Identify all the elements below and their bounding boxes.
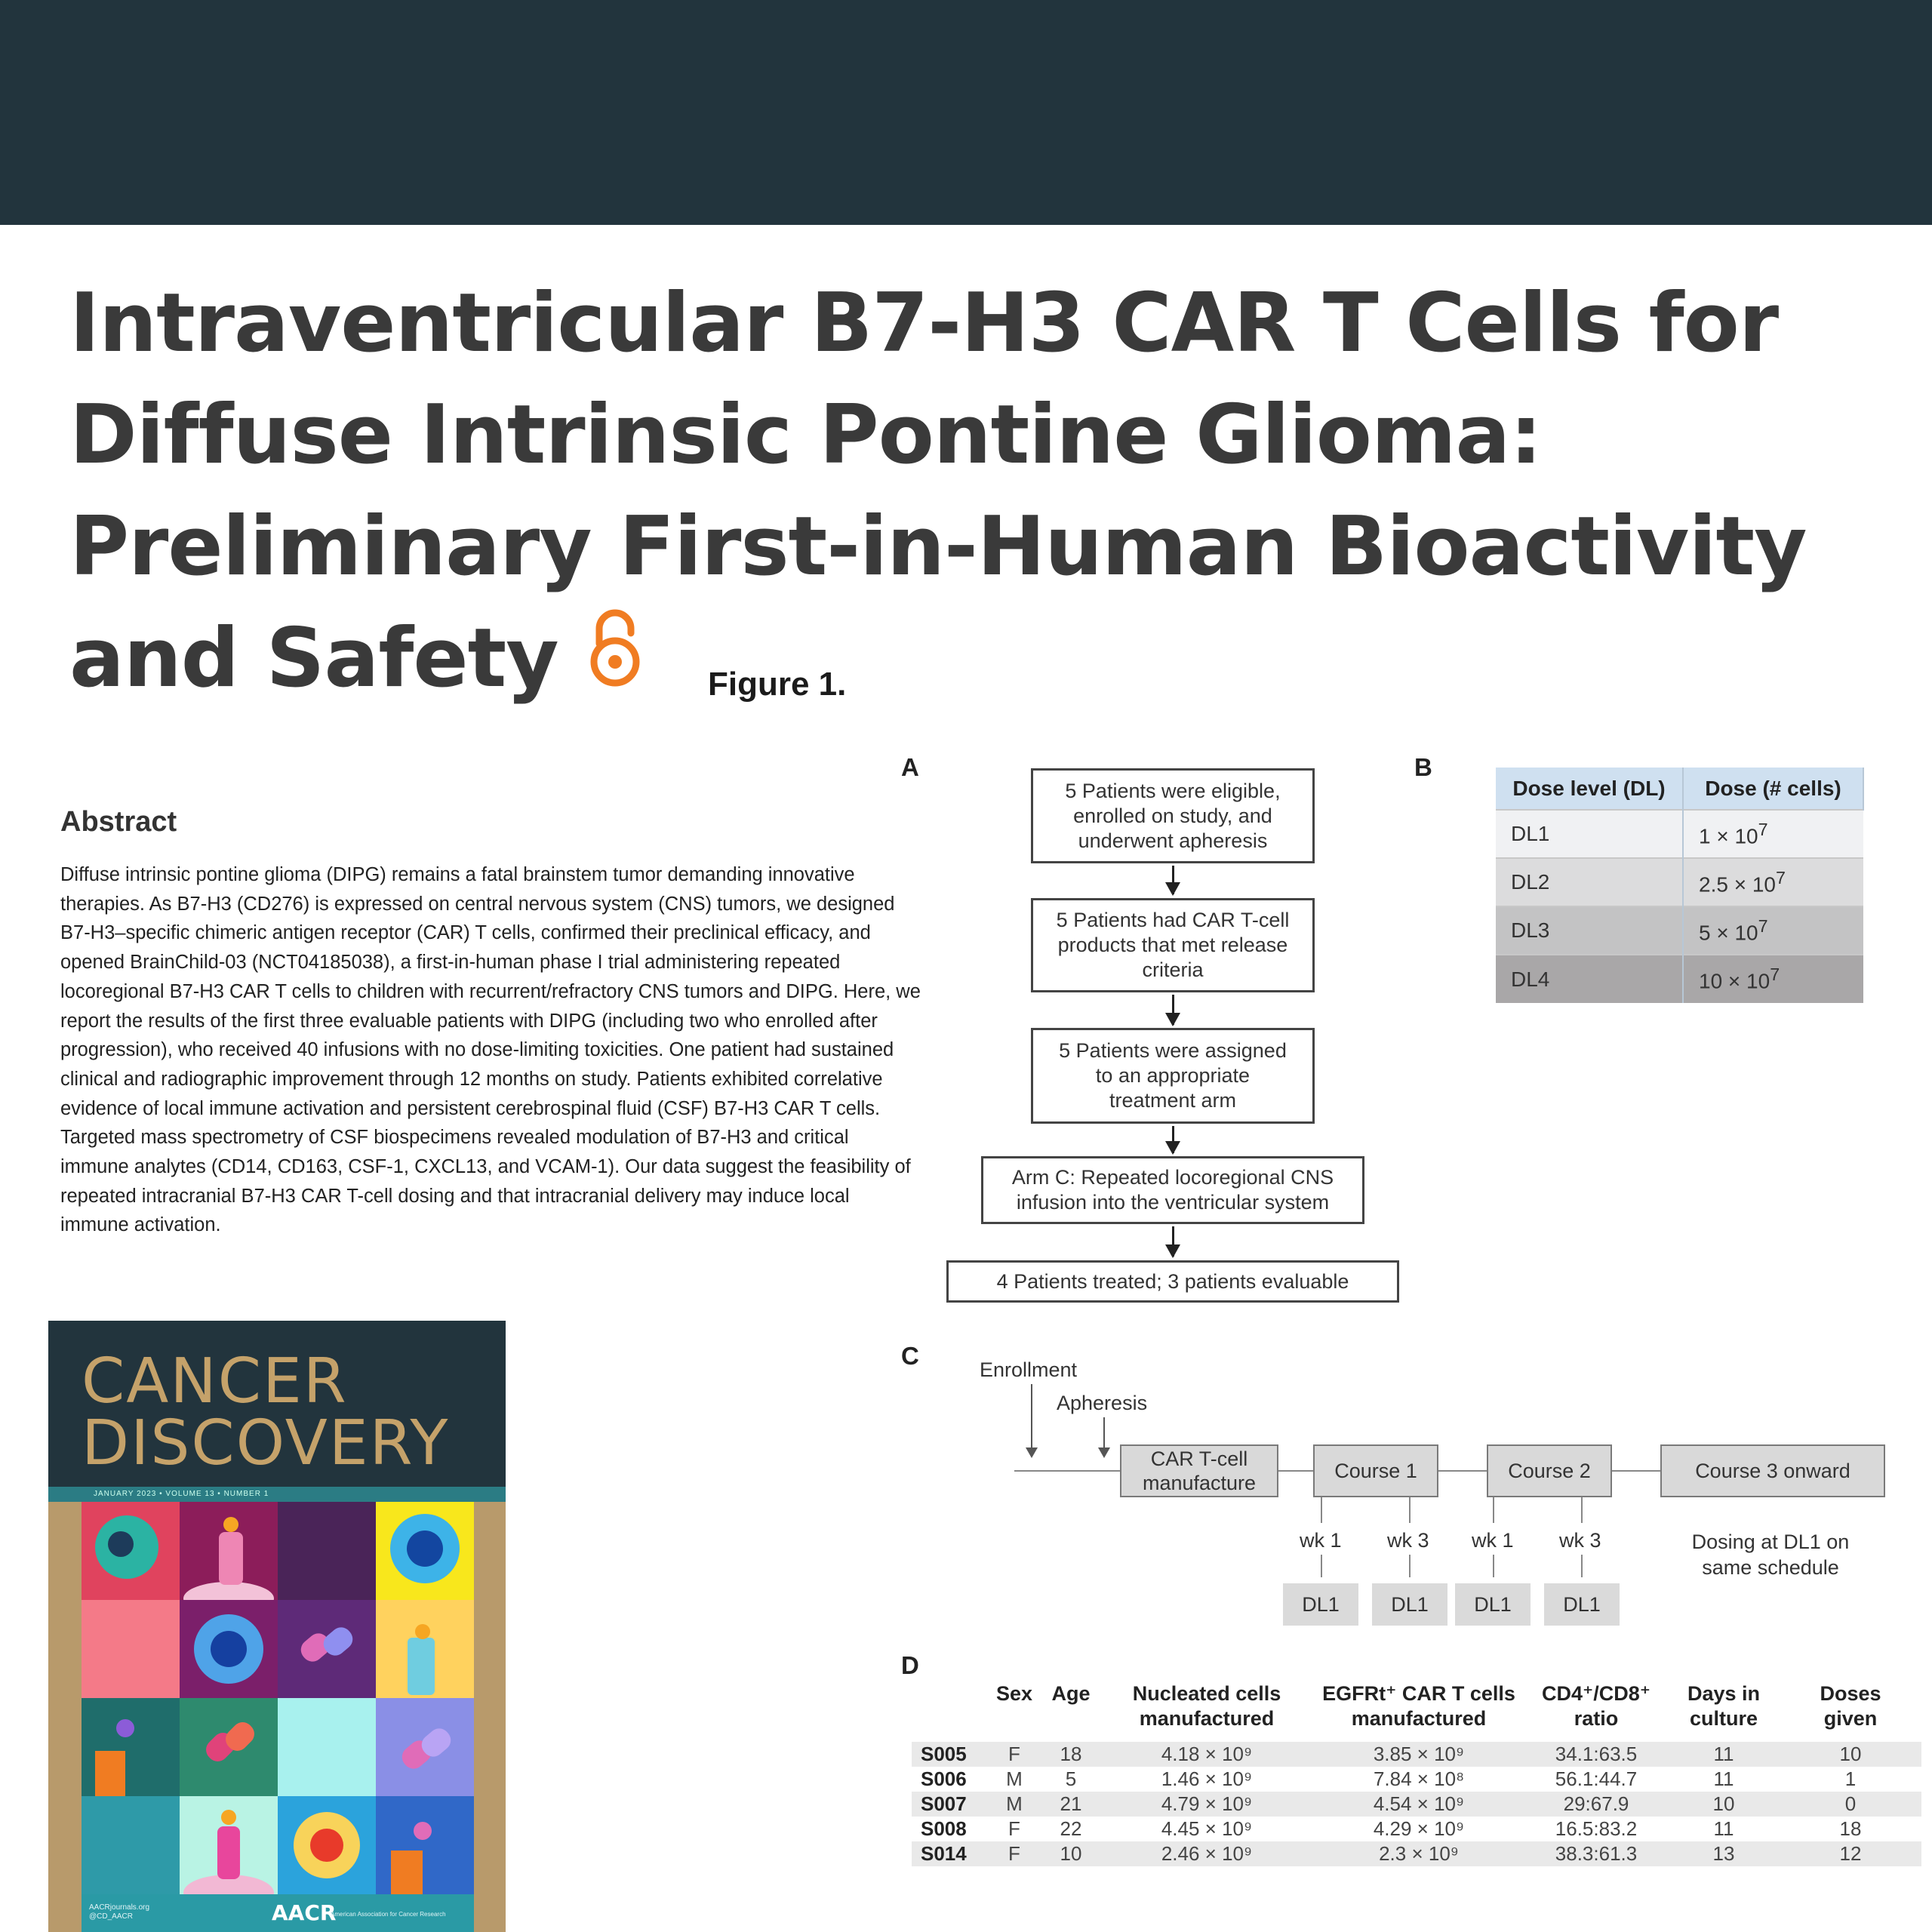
cover-art-tile [180, 1502, 278, 1600]
flow-box-text: treatment arm [1109, 1089, 1237, 1112]
car-cell: 3.85 × 10⁹ [1313, 1742, 1524, 1767]
abstract-line: locoregional B7-H3 CAR T cells to children with recurrent/refractory CNS tumors and DIPG. Here, we [60, 980, 921, 1002]
days-cell: 11 [1668, 1817, 1780, 1841]
abstract-line: B7-H3–specific chimeric antigen receptor (CAR) T cells, confirmed their preclinical efficacy, and [60, 922, 871, 944]
table-row [912, 1817, 1921, 1841]
publisher-logo: AACR [272, 1900, 337, 1925]
title-line: Diffuse Intrinsic Pontine Glioma: [69, 388, 1542, 482]
dosing-note [1687, 1529, 1854, 1580]
car-cell: 4.29 × 10⁹ [1313, 1817, 1524, 1841]
header-line: Days in [1687, 1682, 1761, 1705]
abstract-heading: Abstract [60, 806, 177, 838]
flow-arrow [1172, 1126, 1174, 1153]
table-header: Age [1051, 1682, 1091, 1705]
table-header [1313, 1681, 1524, 1742]
week-label: wk 1 [1300, 1529, 1342, 1552]
abstract-line: report the results of the first three evaluable patients with DIPG (including two who enrolled after [60, 1010, 878, 1032]
dose-value: 10 × 10 [1699, 969, 1770, 993]
car-cell: 4.54 × 10⁹ [1313, 1792, 1524, 1817]
header-line: Doses [1820, 1682, 1881, 1705]
table-header [1668, 1681, 1780, 1742]
patient-id: S006 [912, 1767, 987, 1792]
dose-tick [1581, 1555, 1583, 1577]
flow-box-text: to an appropriate [1095, 1064, 1251, 1087]
cover-title [82, 1346, 450, 1479]
cover-side-band [48, 1502, 82, 1932]
days-cell: 10 [1668, 1792, 1780, 1817]
cover-art [82, 1502, 474, 1894]
course-label: Course 3 onward [1695, 1460, 1850, 1482]
panel-c-label: C [901, 1342, 919, 1370]
car-cell: 2.3 × 10⁹ [1313, 1841, 1524, 1866]
age-cell: 18 [1041, 1742, 1100, 1767]
dose-value: 1 × 10 [1699, 824, 1758, 848]
days-cell: 11 [1668, 1742, 1780, 1767]
cover-art-tile [278, 1796, 376, 1894]
doses-cell: 10 [1780, 1742, 1921, 1767]
dose-cell [1683, 906, 1863, 955]
header-bar [0, 0, 1932, 225]
panel-d-label: D [901, 1651, 919, 1679]
manufacture-text: manufacture [1142, 1472, 1257, 1494]
course-2-box [1487, 1444, 1612, 1497]
cover-footer-handle: @CD_AACR [89, 1912, 133, 1921]
dose-exponent: 7 [1775, 867, 1786, 888]
cover-art-tile [180, 1600, 278, 1698]
week-tick [1581, 1497, 1583, 1523]
flow-box-text: products that met release [1057, 934, 1288, 956]
table-header: Dose level (DL) [1496, 768, 1683, 810]
cover-title-line: DISCOVERY [82, 1407, 450, 1479]
header-line: CD4⁺/CD8⁺ [1541, 1682, 1651, 1705]
abstract-text [60, 860, 936, 1240]
table-row [1496, 858, 1863, 906]
panel-b-label: B [1414, 753, 1432, 781]
panel-a-label: A [901, 753, 919, 781]
course-label: Course 2 [1508, 1460, 1591, 1482]
header-line: ratio [1574, 1707, 1619, 1730]
doses-cell: 1 [1780, 1767, 1921, 1792]
dose-level-cell: DL2 [1496, 858, 1683, 906]
publisher-subtitle: American Association for Cancer Research [331, 1911, 446, 1918]
abstract-line: therapies. As B7-H3 (CD276) is expressed on central nervous system (CNS) tumors, we designed [60, 893, 895, 915]
open-access-lock-icon [589, 606, 641, 689]
doses-cell: 18 [1780, 1817, 1921, 1841]
cover-art-tile [278, 1698, 376, 1796]
abstract-line: clinical and radiographic improvement through 12 months on study. Patients exhibited correlative [60, 1068, 883, 1090]
dose-cell [1683, 955, 1863, 1003]
car-cell: 7.84 × 10⁸ [1313, 1767, 1524, 1792]
article-title [69, 268, 1896, 715]
nucleated-cell: 4.18 × 10⁹ [1100, 1742, 1313, 1767]
week-tick [1321, 1497, 1322, 1523]
dose-exponent: 7 [1758, 915, 1768, 936]
header-line: Nucleated cells [1132, 1682, 1281, 1705]
flow-box-text: 5 Patients were assigned [1059, 1039, 1287, 1062]
dosing-note-line: same schedule [1702, 1556, 1839, 1579]
dose-level-cell: DL4 [1496, 955, 1683, 1003]
nucleated-cell: 4.79 × 10⁹ [1100, 1792, 1313, 1817]
cover-art-tile [82, 1600, 180, 1698]
journal-cover[interactable] [48, 1321, 506, 1932]
table-header [1100, 1681, 1313, 1742]
age-cell: 10 [1041, 1841, 1100, 1866]
dose-level-cell: DL3 [1496, 906, 1683, 955]
flow-box-text: underwent apheresis [1078, 829, 1268, 852]
cover-footer-url: AACRjournals.org [89, 1903, 150, 1912]
cover-art-tile [82, 1698, 180, 1796]
ratio-cell: 38.3:61.3 [1524, 1841, 1668, 1866]
title-line: Preliminary First-in-Human Bioactivity [69, 500, 1807, 594]
cover-footer-links [89, 1903, 149, 1921]
dose-cell [1683, 810, 1863, 858]
abstract-line: progression), who received 40 infusions with no dose-limiting toxicities. One patient had sustained [60, 1039, 894, 1061]
dose-value: 2.5 × 10 [1699, 872, 1776, 897]
course-1-box [1313, 1444, 1438, 1497]
flow-box-text: criteria [1142, 958, 1204, 981]
abstract-line: immune analytes (CD14, CD163, CSF-1, CXCL13, and VCAM-1). Our data suggest the feasibility of [60, 1156, 911, 1178]
table-header: Sex [995, 1682, 1033, 1705]
dose-box: DL1 [1283, 1583, 1358, 1626]
flow-box-text: 4 Patients treated; 3 patients evaluable [996, 1269, 1349, 1293]
sex-cell: M [987, 1792, 1041, 1817]
cover-title-line: CANCER [82, 1346, 348, 1417]
dose-exponent: 7 [1758, 819, 1768, 839]
table-row [912, 1841, 1921, 1866]
title-line-last [69, 603, 1896, 715]
abstract-line: opened BrainChild-03 (NCT04185038), a first-in-human phase I trial administering repeated [60, 952, 841, 974]
flow-box-text: enrolled on study, and [1073, 804, 1272, 827]
patient-id: S014 [912, 1841, 987, 1866]
course-label: Course 1 [1334, 1460, 1417, 1482]
table-header [912, 1681, 987, 1742]
header-line: manufactured [1139, 1707, 1275, 1730]
cover-art-tile [376, 1698, 474, 1796]
dose-cell [1683, 858, 1863, 906]
nucleated-cell: 2.46 × 10⁹ [1100, 1841, 1313, 1866]
ratio-cell: 34.1:63.5 [1524, 1742, 1668, 1767]
sex-cell: F [987, 1817, 1041, 1841]
cover-art-tile [180, 1796, 278, 1894]
manufacture-text: CAR T-cell [1150, 1447, 1248, 1470]
abstract-line: evidence of local immune activation and persistent cerebrospinal fluid (CSF) B7-H3 CAR T cells. [60, 1097, 881, 1119]
flow-box-assigned [1031, 1028, 1315, 1124]
age-cell: 21 [1041, 1792, 1100, 1817]
week-tick [1493, 1497, 1494, 1523]
patient-id: S007 [912, 1792, 987, 1817]
enrollment-label: Enrollment [980, 1358, 1078, 1381]
flow-box-text: Arm C: Repeated locoregional CNS [1011, 1166, 1334, 1189]
cover-art-tile [180, 1698, 278, 1796]
dose-tick [1493, 1555, 1494, 1577]
table-row [1496, 906, 1863, 955]
age-cell: 5 [1041, 1767, 1100, 1792]
doses-cell: 12 [1780, 1841, 1921, 1866]
abstract-line: repeated intracranial B7-H3 CAR T-cell dosing and that intracranial delivery may induce local [60, 1185, 850, 1207]
flow-box-text: 5 Patients were eligible, [1065, 779, 1281, 802]
table-header [1780, 1681, 1921, 1742]
patient-id: S005 [912, 1742, 987, 1767]
dose-value: 5 × 10 [1699, 921, 1758, 945]
cover-art-tile [376, 1600, 474, 1698]
sex-cell: M [987, 1767, 1041, 1792]
dose-box: DL1 [1455, 1583, 1531, 1626]
week-label: wk 3 [1387, 1529, 1429, 1552]
nucleated-cell: 4.45 × 10⁹ [1100, 1817, 1313, 1841]
figure-label: Figure 1. [708, 666, 847, 703]
header-line: given [1823, 1707, 1878, 1730]
age-cell: 22 [1041, 1817, 1100, 1841]
dose-tick [1321, 1555, 1322, 1577]
flow-arrow [1172, 1226, 1174, 1257]
week-label: wk 3 [1559, 1529, 1601, 1552]
days-cell: 13 [1668, 1841, 1780, 1866]
cover-issue-strip: JANUARY 2023 • VOLUME 13 • NUMBER 1 [48, 1487, 506, 1502]
dose-exponent: 7 [1770, 964, 1780, 985]
cover-art-tile [278, 1502, 376, 1600]
nucleated-cell: 1.46 × 10⁹ [1100, 1767, 1313, 1792]
header-line: manufactured [1351, 1707, 1487, 1730]
cover-art-tile [82, 1796, 180, 1894]
table-row [1496, 810, 1863, 858]
flow-box-treated [946, 1260, 1399, 1303]
flow-box-eligible [1031, 768, 1315, 863]
table-row [912, 1767, 1921, 1792]
patient-product-table [912, 1681, 1921, 1866]
apheresis-arrow [1103, 1417, 1105, 1457]
table-header: Dose (# cells) [1683, 768, 1863, 810]
dose-box: DL1 [1372, 1583, 1447, 1626]
abstract-line: Diffuse intrinsic pontine glioma (DIPG) remains a fatal brainstem tumor demanding innovative [60, 864, 855, 885]
header-line: EGFRt⁺ CAR T cells [1322, 1682, 1515, 1705]
table-row [912, 1742, 1921, 1767]
cover-side-band [472, 1502, 506, 1932]
abstract-line: Targeted mass spectrometry of CSF biospecimens revealed modulation of B7-H3 and critical [60, 1127, 849, 1149]
table-row [912, 1792, 1921, 1817]
table-row [1496, 955, 1863, 1003]
dose-level-table [1496, 768, 1864, 1003]
ratio-cell: 16.5:83.2 [1524, 1817, 1668, 1841]
sex-cell: F [987, 1742, 1041, 1767]
cover-art-tile [82, 1502, 180, 1600]
title-line: Intraventricular B7-H3 CAR T Cells for [69, 276, 1779, 371]
week-label: wk 1 [1472, 1529, 1514, 1552]
ratio-cell: 29:67.9 [1524, 1792, 1668, 1817]
header-line: culture [1689, 1707, 1758, 1730]
dose-tick [1409, 1555, 1411, 1577]
patient-id: S008 [912, 1817, 987, 1841]
flow-box-arm-c [981, 1156, 1364, 1224]
manufacture-box [1120, 1444, 1278, 1497]
flow-box-release-criteria [1031, 898, 1315, 992]
doses-cell: 0 [1780, 1792, 1921, 1817]
title-line: and Safety [69, 611, 558, 706]
sex-cell: F [987, 1841, 1041, 1866]
enrollment-arrow [1031, 1384, 1032, 1457]
dose-box: DL1 [1544, 1583, 1620, 1626]
flow-box-text: infusion into the ventricular system [1016, 1191, 1330, 1214]
cover-art-tile [376, 1796, 474, 1894]
cover-art-tile [376, 1502, 474, 1600]
cover-footer [82, 1894, 474, 1932]
flow-box-text: 5 Patients had CAR T-cell [1056, 909, 1290, 931]
flow-arrow [1172, 866, 1174, 894]
dose-level-cell: DL1 [1496, 810, 1683, 858]
flow-arrow [1172, 995, 1174, 1025]
table-header [1524, 1681, 1668, 1742]
week-tick [1409, 1497, 1411, 1523]
apheresis-label: Apheresis [1057, 1392, 1148, 1414]
abstract-line: immune activation. [60, 1214, 221, 1236]
dosing-note-line: Dosing at DL1 on [1691, 1531, 1850, 1553]
cover-art-tile [278, 1600, 376, 1698]
days-cell: 11 [1668, 1767, 1780, 1792]
ratio-cell: 56.1:44.7 [1524, 1767, 1668, 1792]
course-3-box [1660, 1444, 1885, 1497]
